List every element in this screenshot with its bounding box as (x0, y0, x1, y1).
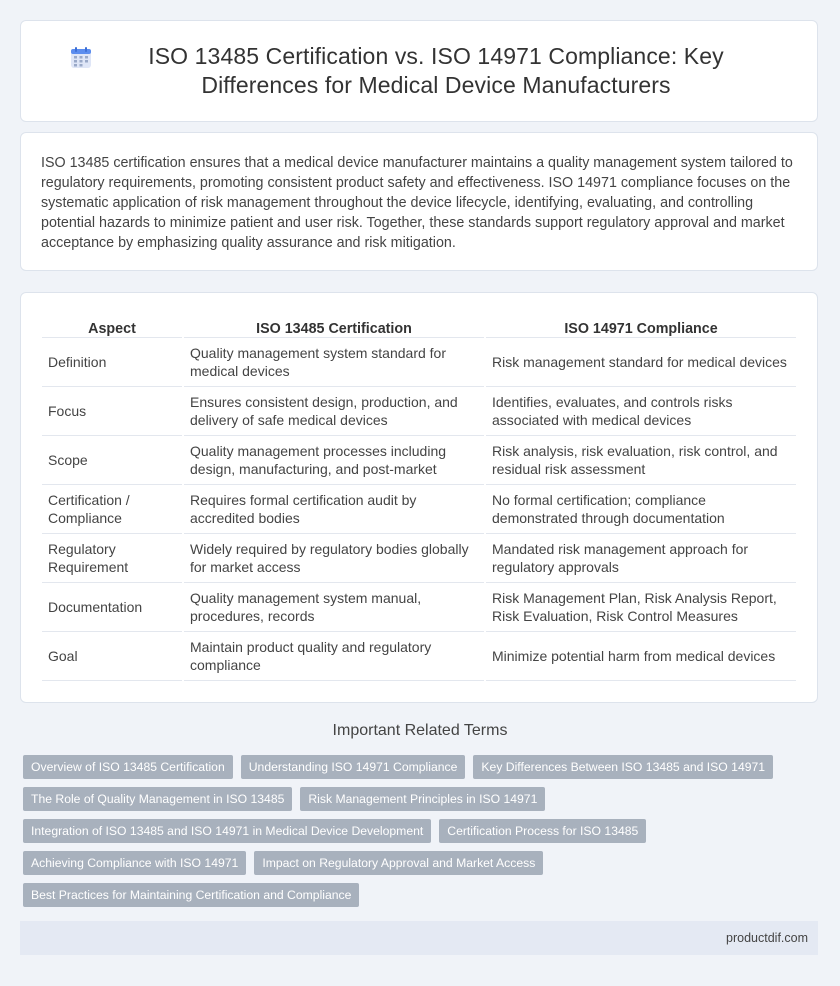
table-row (42, 338, 796, 387)
related-term-tag[interactable]: Understanding ISO 14971 Compliance (241, 755, 466, 779)
column-header: ISO 13485 Certification (184, 313, 484, 338)
iso13485-cell: Quality management system standard for medical devices (184, 338, 484, 387)
intro-card (20, 132, 818, 271)
aspect-cell: Certification / Compliance (42, 485, 182, 534)
title-wrap (69, 42, 769, 100)
related-terms-heading: Important Related Terms (332, 722, 508, 739)
page-title: ISO 13485 Certification vs. ISO 14971 Compliance: Key Differences for Medical Device Manufacturers (148, 43, 724, 98)
aspect-cell: Documentation (42, 583, 182, 632)
related-term-tag[interactable]: Integration of ISO 13485 and ISO 14971 in Medical Device Development (23, 819, 431, 843)
iso14971-cell: Mandated risk management approach for regulatory approvals (486, 534, 796, 583)
table-row (42, 534, 796, 583)
iso14971-cell: Risk Management Plan, Risk Analysis Report, Risk Evaluation, Risk Control Measures (486, 583, 796, 632)
iso14971-cell: No formal certification; compliance demonstrated through documentation (486, 485, 796, 534)
aspect-cell: Definition (42, 338, 182, 387)
intro-text: ISO 13485 certification ensures that a medical device manufacturer maintains a quality management system tailored to regulatory requirements, promoting consistent product safety and effectiveness. ISO 14971 compliance focuses on the systematic application of risk management throughout the device lifecycle, identifying, evaluating, and controlling potential hazards to minimize patient and user risk. Together, these standards support regulatory approval and market acceptance by emphasizing quality assurance and risk mitigation. (41, 155, 793, 251)
comparison-table (40, 313, 798, 681)
calendar-icon (69, 46, 93, 70)
related-term-tag[interactable]: Achieving Compliance with ISO 14971 (23, 851, 246, 875)
related-term-tag[interactable]: Risk Management Principles in ISO 14971 (300, 787, 545, 811)
aspect-cell: Regulatory Requirement (42, 534, 182, 583)
iso14971-cell: Minimize potential harm from medical devices (486, 632, 796, 681)
title-card (20, 20, 818, 122)
aspect-cell: Focus (42, 387, 182, 436)
table-row (42, 436, 796, 485)
iso13485-cell: Requires formal certification audit by accredited bodies (184, 485, 484, 534)
table-row (42, 485, 796, 534)
related-term-tag[interactable]: Key Differences Between ISO 13485 and ISO 14971 (473, 755, 773, 779)
column-header: Aspect (42, 313, 182, 338)
table-row (42, 632, 796, 681)
footer (20, 921, 818, 955)
table-row (42, 583, 796, 632)
iso13485-cell: Maintain product quality and regulatory compliance (184, 632, 484, 681)
aspect-cell: Scope (42, 436, 182, 485)
table-header-row (42, 313, 796, 338)
related-term-tag[interactable]: Overview of ISO 13485 Certification (23, 755, 233, 779)
comparison-card (20, 292, 818, 703)
iso13485-cell: Quality management system manual, procedures, records (184, 583, 484, 632)
related-term-tag[interactable]: Best Practices for Maintaining Certification and Compliance (23, 883, 359, 907)
iso14971-cell: Risk management standard for medical devices (486, 338, 796, 387)
related-term-tag[interactable]: Certification Process for ISO 13485 (439, 819, 646, 843)
aspect-cell: Goal (42, 632, 182, 681)
related-terms-tags (23, 755, 783, 907)
iso13485-cell: Ensures consistent design, production, and delivery of safe medical devices (184, 387, 484, 436)
column-header: ISO 14971 Compliance (486, 313, 796, 338)
iso14971-cell: Identifies, evaluates, and controls risks associated with medical devices (486, 387, 796, 436)
related-term-tag[interactable]: Impact on Regulatory Approval and Market Access (254, 851, 543, 875)
table-row (42, 387, 796, 436)
iso13485-cell: Quality management processes including design, manufacturing, and post-market (184, 436, 484, 485)
related-term-tag[interactable]: The Role of Quality Management in ISO 13485 (23, 787, 292, 811)
iso14971-cell: Risk analysis, risk evaluation, risk control, and residual risk assessment (486, 436, 796, 485)
iso13485-cell: Widely required by regulatory bodies globally for market access (184, 534, 484, 583)
footer-site-link[interactable]: productdif.com (726, 931, 808, 945)
